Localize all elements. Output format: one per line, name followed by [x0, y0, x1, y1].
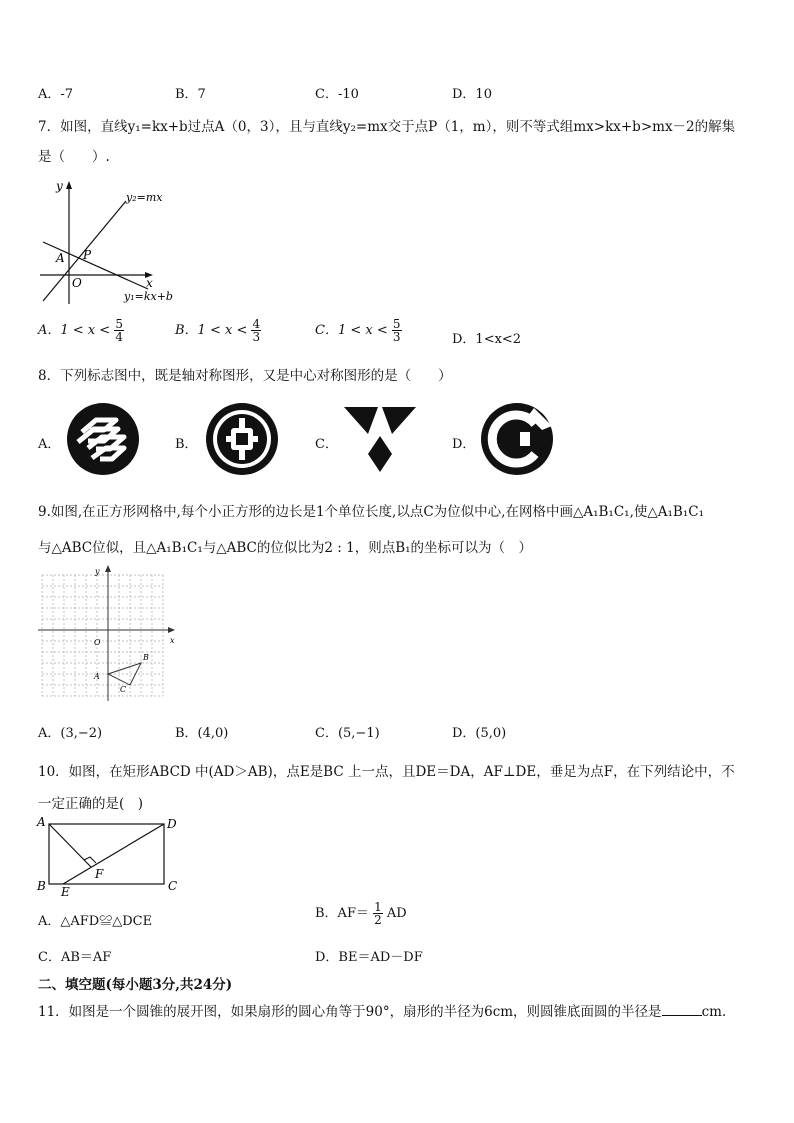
- q9-label-y: y: [95, 567, 100, 576]
- section-2-heading: 二、填空题(每小题3分,共24分): [38, 977, 233, 993]
- q7-text-line1: 7．如图，直线y₁=kx+b过点A（0，3），且与直线y₂=mx交于点P（1，m），则不等式组mx>kx+b>mx－2的解集: [38, 119, 736, 135]
- q7-label-x: x: [146, 276, 153, 290]
- q7-option-c: [315, 318, 402, 343]
- q6-option-b: B．7: [175, 87, 206, 102]
- q8-logo-b: [205, 402, 279, 476]
- q8-label-b: B．: [175, 437, 198, 452]
- q10-option-a: A．△AFD≌△DCE: [38, 914, 153, 929]
- q10-text-line1: 10．如图，在矩形ABCD 中(AD＞AB)，点E是BC 上一点，且DE＝DA，AF⊥DE，垂足为点F，在下列结论中，不: [38, 764, 735, 780]
- q7-option-a-prefix: A．1 < x <: [38, 323, 111, 338]
- q7-label-a: A: [56, 251, 65, 265]
- q10-label-c: C: [168, 879, 178, 893]
- numerator: 1: [374, 900, 382, 914]
- q11-answer-blank[interactable]: [662, 1015, 702, 1016]
- q7-option-a: [38, 318, 124, 343]
- q8-label-d: D．: [452, 437, 476, 452]
- q7-label-y1: y₁=kx+b: [124, 290, 173, 303]
- q7-option-d: D．1<x<2: [452, 332, 522, 347]
- q9-label-b: B: [143, 653, 149, 662]
- q10-option-b-prefix: B．AF＝: [315, 906, 369, 921]
- q9-label-a: A: [94, 672, 100, 681]
- q6-option-c: C．-10: [315, 87, 359, 102]
- q10-label-b: B: [37, 879, 46, 893]
- q10-label-a: A: [37, 815, 46, 829]
- denominator: 2: [374, 913, 382, 927]
- denominator: 3: [392, 330, 401, 344]
- q8-logo-c: [342, 404, 418, 474]
- q7-option-a-frac: [114, 318, 124, 343]
- q11-text: [38, 1000, 726, 1020]
- q8-label-a: A．: [38, 437, 61, 452]
- denominator: 4: [115, 330, 123, 344]
- q10-label-e: E: [61, 885, 70, 898]
- q9-grid-figure: [38, 565, 180, 701]
- numerator: 5: [392, 317, 401, 331]
- q7-label-y2: y₂=mx: [126, 191, 163, 204]
- q9-text-line1: 9.如图,在正方形网格中,每个小正方形的边长是1个单位长度,以点C为位似中心,在网格中画△A₁B₁C₁,使△A₁B₁C₁: [38, 504, 704, 520]
- q9-option-c: C．(5,−1): [315, 726, 380, 741]
- q7-option-b-frac: [251, 318, 261, 343]
- q7-label-p: P: [83, 248, 92, 262]
- q7-figure: [38, 176, 178, 306]
- q10-label-f: F: [95, 867, 104, 881]
- q9-option-d: D．(5,0): [452, 726, 507, 741]
- q9-label-c: C: [120, 685, 127, 694]
- q7-label-o: O: [72, 276, 82, 290]
- q8-logo-d: [480, 402, 554, 476]
- q7-option-c-frac: [392, 318, 402, 343]
- q7-y-arrow: [66, 181, 72, 189]
- q7-option-c-prefix: C．1 < x <: [315, 323, 388, 338]
- q10-rectangle-figure: [35, 812, 185, 898]
- numerator: 5: [115, 317, 123, 331]
- q8-text: 8．下列标志图中，既是轴对称图形，又是中心对称图形的是（ ）: [38, 368, 452, 384]
- q7-option-b: [175, 318, 261, 343]
- q9-text-line2: 与△ABC位似，且△A₁B₁C₁与△ABC的位似比为2 : 1，则点B₁的坐标可以为（ ）: [38, 540, 533, 556]
- q11-text-body: 11．如图是一个圆锥的展开图，如果扇形的圆心角等于90°，扇形的半径为6cm，则圆锥底面圆的半径是: [38, 1004, 662, 1020]
- q10-text-line2: 一定正确的是( ): [38, 796, 144, 812]
- q8-logo-a: [66, 402, 140, 476]
- q6-option-a: A．-7: [38, 87, 74, 102]
- q7-text-line2: 是（ ）.: [38, 149, 110, 165]
- q10-option-b-suffix: AD: [386, 906, 407, 921]
- q9-label-o: O: [94, 638, 101, 647]
- q7-option-b-prefix: B．1 < x <: [175, 323, 248, 338]
- numerator: 4: [252, 317, 261, 331]
- q8-label-c: C．: [315, 437, 338, 452]
- q7-label-y: y: [56, 179, 63, 193]
- q6-option-d: D．10: [452, 87, 492, 102]
- q9-option-b: B．(4,0): [175, 726, 229, 741]
- q10-label-d: D: [167, 817, 177, 831]
- q11-text-suffix: cm.: [701, 1004, 727, 1020]
- q10-option-b: [315, 901, 407, 926]
- q10-option-b-frac: [373, 901, 383, 926]
- q10-option-c: C．AB＝AF: [38, 950, 112, 965]
- q9-option-a: A．(3,−2): [38, 726, 103, 741]
- q10-option-d: D．BE＝AD－DF: [315, 950, 423, 965]
- denominator: 3: [252, 330, 261, 344]
- q9-label-x: x: [170, 636, 175, 645]
